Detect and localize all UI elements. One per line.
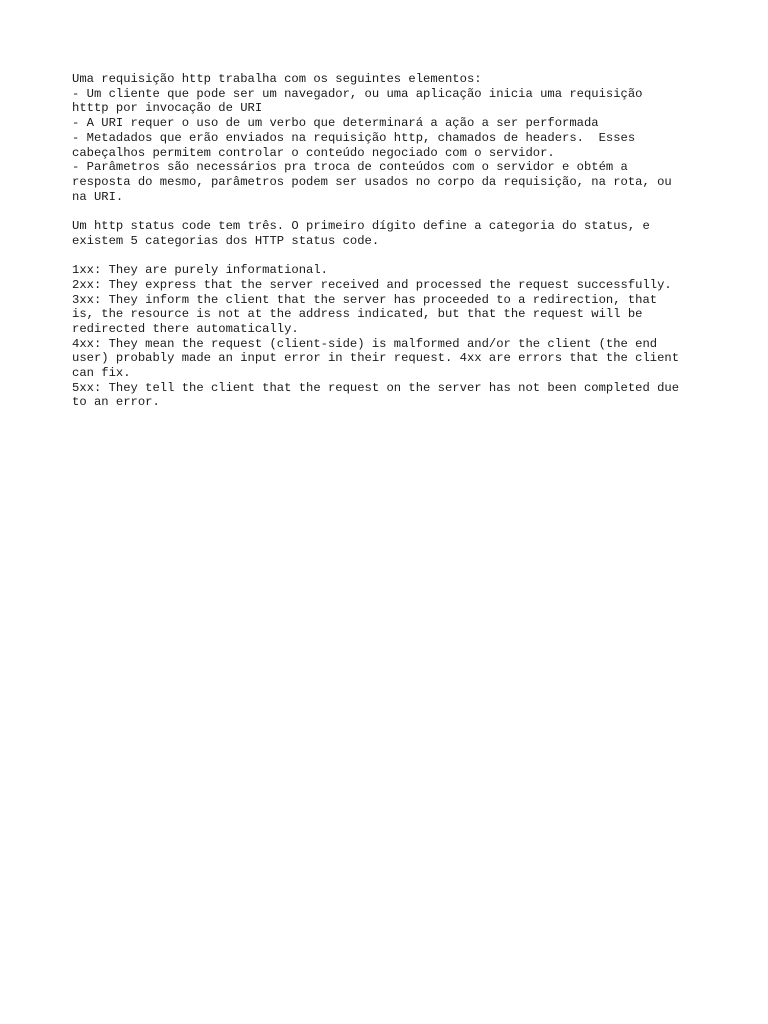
- text-line: - A URI requer o uso de um verbo que determinará a ação a ser performada: [72, 116, 599, 131]
- text-line: htttp por invocação de URI: [72, 101, 263, 116]
- text-line: to an error.: [72, 395, 160, 410]
- text-line: user) probably made an input error in their request. 4xx are errors that the client: [72, 351, 680, 366]
- text-line: na URI.: [72, 189, 124, 204]
- document-page: [72, 72, 712, 410]
- text-line: - Um cliente que pode ser um navegador, ou uma aplicação inicia uma requisição: [72, 86, 643, 101]
- text-line: cabeçalhos permitem controlar o conteúdo negociado com o servidor.: [72, 145, 555, 160]
- text-line: can fix.: [72, 366, 131, 381]
- text-line: - Metadados que erão enviados na requisição http, chamados de headers. Esses: [72, 130, 636, 145]
- text-line: - Parâmetros são necessários pra troca de conteúdos com o servidor e obtém a: [72, 160, 628, 175]
- text-line: Um http status code tem três. O primeiro dígito define a categoria do status, e: [72, 219, 650, 234]
- text-line: is, the resource is not at the address indicated, but that the request will be: [72, 307, 643, 322]
- text-line: redirected there automatically.: [72, 321, 299, 336]
- paragraph-status-categories: [72, 263, 712, 410]
- paragraph-spacer: [72, 248, 712, 263]
- paragraph-status-code-intro: [72, 219, 712, 248]
- paragraph-spacer: [72, 204, 712, 219]
- text-line: 1xx: They are purely informational.: [72, 263, 328, 278]
- text-line: 5xx: They tell the client that the request on the server has not been completed due: [72, 380, 680, 395]
- text-line: 2xx: They express that the server received and processed the request successfully.: [72, 277, 672, 292]
- paragraph-http-request: [72, 72, 712, 204]
- text-line: resposta do mesmo, parâmetros podem ser usados no corpo da requisição, na rota, ou: [72, 174, 672, 189]
- text-line: 3xx: They inform the client that the server has proceeded to a redirection, that: [72, 292, 658, 307]
- text-line: Uma requisição http trabalha com os seguintes elementos:: [72, 72, 482, 86]
- text-line: existem 5 categorias dos HTTP status code.: [72, 233, 380, 248]
- text-line: 4xx: They mean the request (client-side) is malformed and/or the client (the end: [72, 336, 658, 351]
